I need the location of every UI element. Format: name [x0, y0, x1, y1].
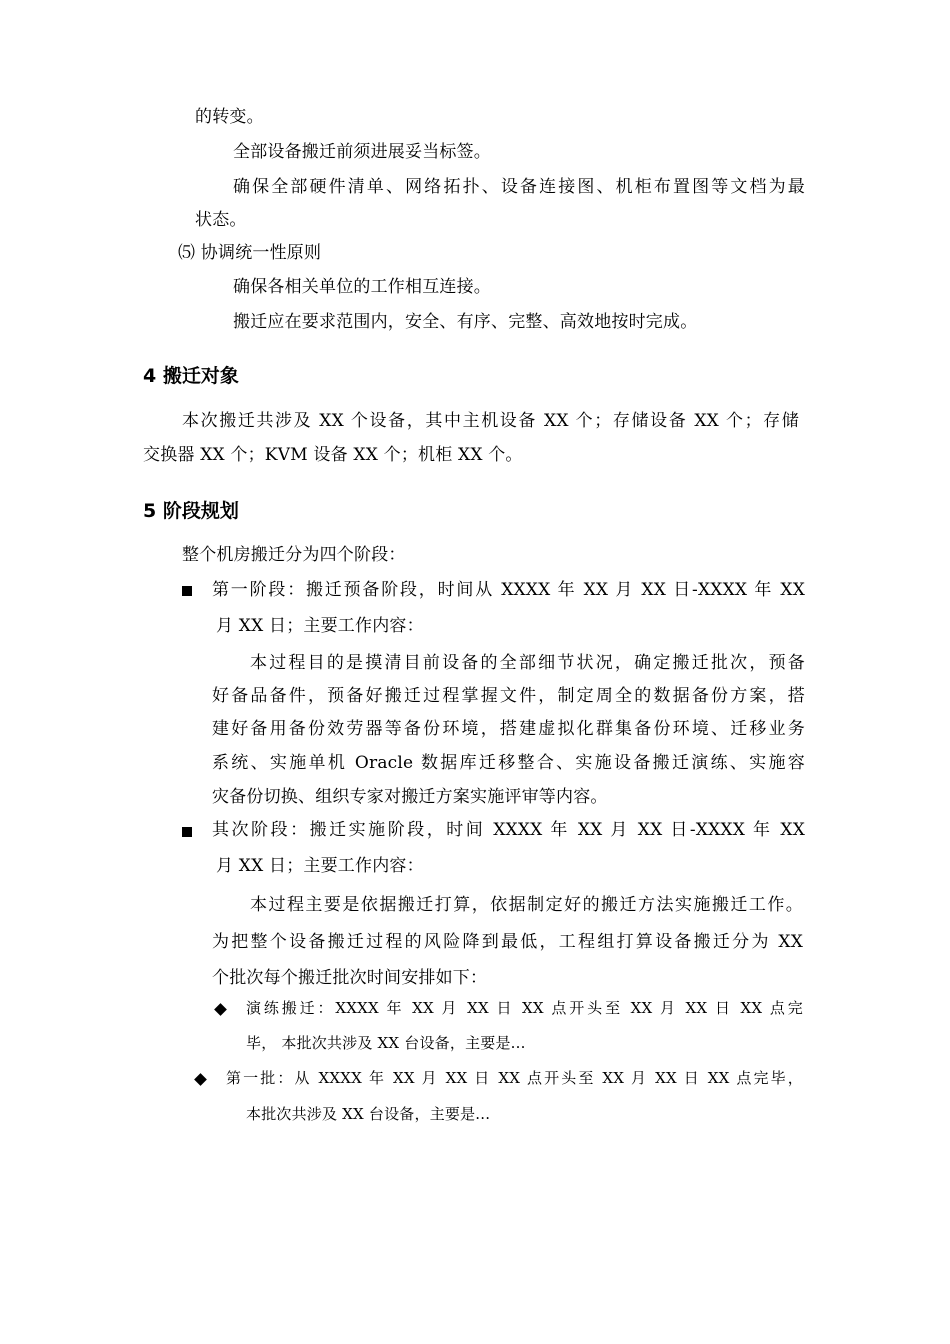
paragraph-line: 本次搬迁共涉及 XX 个设备，其中主机设备 XX 个；存储设备 XX 个；存储: [182, 411, 799, 431]
paragraph-line: 确保各相关单位的工作相互连接。: [233, 277, 491, 297]
list-item-line: 月 XX 日；主要工作内容：: [216, 856, 424, 876]
paragraph-line: 本过程目的是摸清目前设备的全部细节状况，确定搬迁批次，预备: [250, 653, 805, 673]
paragraph-line: 为把整个设备搬迁过程的风险降到最低，工程组打算设备搬迁分为 XX: [212, 932, 803, 952]
paragraph-line: 系统、实施单机 Oracle 数据库迁移整合、实施设备搬迁演练、实施容: [212, 753, 805, 773]
list-item-line: 毕， 本批次共涉及 XX 台设备，主要是...: [246, 1034, 526, 1052]
list-item-line: 月 XX 日；主要工作内容：: [216, 616, 424, 636]
section-heading: 4 搬迁对象: [143, 365, 239, 387]
paragraph-line: 建好备用备份效劳器等备份环境，搭建虚拟化群集备份环境、迁移业务: [212, 719, 805, 739]
diamond-bullet-icon: [216, 999, 225, 1019]
paragraph-line: 交换器 XX 个；KVM 设备 XX 个；机柜 XX 个。: [143, 445, 523, 465]
paragraph-line: 整个机房搬迁分为四个阶段：: [182, 545, 406, 565]
paragraph-line: 搬迁应在要求范围内，安全、有序、完整、高效地按时完成。: [233, 312, 698, 332]
paragraph-line: 个批次每个搬迁批次时间安排如下：: [212, 968, 488, 988]
paragraph-line: 灾备份切换、组织专家对搬迁方案实施评审等内容。: [212, 787, 608, 807]
square-bullet-icon: [182, 581, 192, 601]
paragraph-line: 状态。: [195, 210, 247, 230]
paragraph-line: 确保全部硬件清单、网络拓扑、设备连接图、机柜布置图等文档为最: [233, 177, 805, 197]
paragraph-line: 全部设备搬迁前须进展妥当标签。: [233, 142, 491, 162]
section-heading: 5 阶段规划: [143, 500, 239, 522]
paragraph-line: 的转变。: [195, 107, 264, 127]
square-bullet-icon: [182, 822, 192, 842]
list-item-line: 第一阶段：搬迁预备阶段，时间从 XXXX 年 XX 月 XX 日-XXXX 年 XX: [212, 580, 805, 600]
diamond-bullet-icon: [196, 1069, 205, 1089]
subsection-title: ⑸ 协调统一性原则: [178, 243, 322, 263]
paragraph-line: 好备品备件，预备好搬迁过程掌握文件，制定周全的数据备份方案，搭: [212, 686, 805, 706]
paragraph-line: 本过程主要是依据搬迁打算，依据制定好的搬迁方法实施搬迁工作。: [250, 895, 803, 915]
list-item-line: 第一批：从 XXXX 年 XX 月 XX 日 XX 点开头至 XX 月 XX 日 XX 点完毕，: [226, 1069, 803, 1087]
list-item-line: 其次阶段：搬迁实施阶段，时间 XXXX 年 XX 月 XX 日-XXXX 年 XX: [212, 820, 805, 840]
list-item-line: 本批次共涉及 XX 台设备，主要是...: [246, 1105, 491, 1123]
list-item-line: 演练搬迁：XXXX 年 XX 月 XX 日 XX 点开头至 XX 月 XX 日 XX 点完: [246, 999, 803, 1017]
